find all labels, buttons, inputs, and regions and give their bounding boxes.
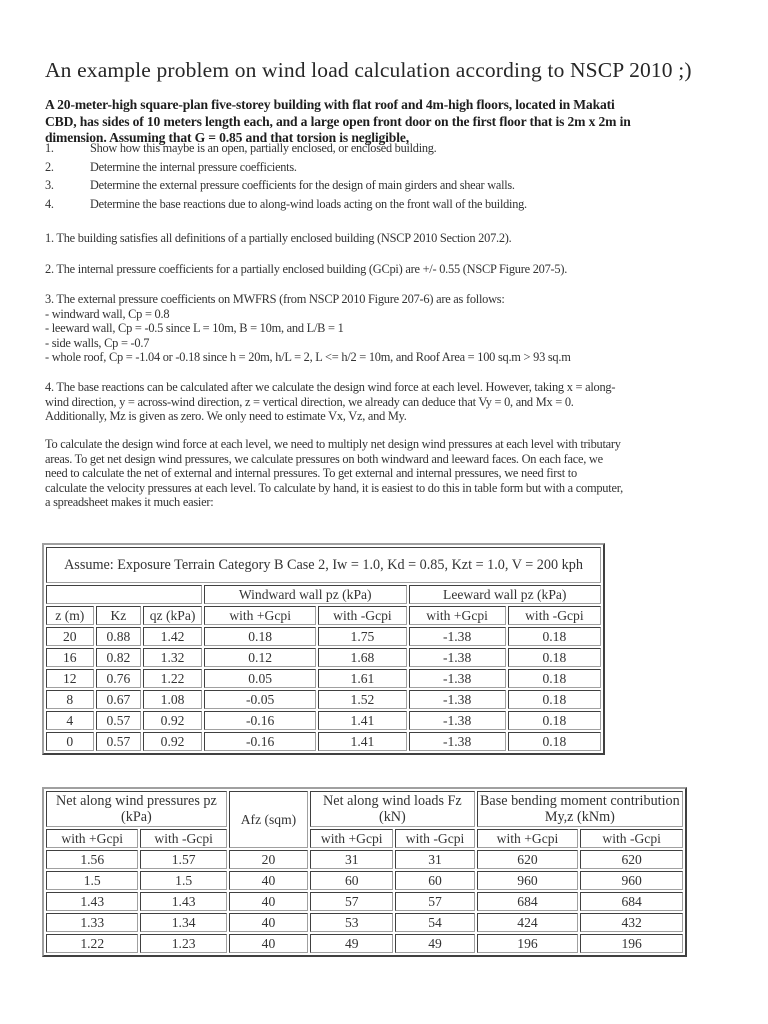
column-header: with +Gcpi	[477, 829, 579, 848]
cell: 0.92	[143, 711, 202, 730]
answer-3-line: - whole roof, Cp = -1.04 or -0.18 since h = 20m, h/L = 2, L <= h/2 = 10m, and Roof Area = 100 sq.m > 93 sq.m	[45, 350, 571, 365]
cell: 1.56	[46, 850, 138, 869]
cell: 1.41	[318, 711, 406, 730]
cell: 0.18	[508, 690, 601, 709]
cell: -1.38	[409, 648, 506, 667]
empty-header-cell	[46, 585, 202, 604]
windward-header: Windward wall pz (kPa)	[204, 585, 407, 604]
moment-header: Base bending moment contribution My,z (kNm)	[477, 791, 683, 827]
task-number: 2.	[45, 159, 54, 174]
cell: 60	[395, 871, 474, 890]
task-text: Determine the base reactions due to along-wind loads acting on the front wall of the building.	[90, 196, 527, 211]
cell: 1.08	[143, 690, 202, 709]
cell: 1.42	[143, 627, 202, 646]
cell: 620	[580, 850, 683, 869]
cell: 40	[229, 892, 308, 911]
answer-2	[45, 262, 735, 277]
cell: 1.68	[318, 648, 406, 667]
velocity-pressure-table	[42, 543, 605, 755]
cell: 0.05	[204, 669, 316, 688]
column-header: with -Gcpi	[140, 829, 226, 848]
cell: 0.82	[96, 648, 142, 667]
method-paragraph	[45, 437, 735, 510]
method-line: areas. To get net design wind pressures, we calculate pressures on both windward and leeward faces. On each face, we	[45, 451, 603, 466]
cell: 0.92	[143, 732, 202, 751]
task-item	[45, 176, 735, 195]
answer-1-text: 1. The building satisfies all definitions of a partially enclosed building (NSCP 2010 Section 207.2).	[45, 231, 512, 245]
column-header: with -Gcpi	[508, 606, 601, 625]
cell: 31	[395, 850, 474, 869]
table-row	[46, 669, 601, 688]
answer-3	[45, 292, 735, 365]
method-line: To calculate the design wind force at each level, we need to multiply net design wind pressures at each level with tributary	[45, 437, 621, 451]
table-row	[46, 690, 601, 709]
task-text: Determine the internal pressure coefficients.	[90, 159, 297, 174]
cell: 1.32	[143, 648, 202, 667]
wind-loads-table	[42, 787, 687, 957]
cell: 432	[580, 913, 683, 932]
cell: 4	[46, 711, 94, 730]
answer-3-line: 3. The external pressure coefficients on MWFRS (from NSCP 2010 Figure 207-6) are as follows:	[45, 292, 505, 306]
cell: 57	[310, 892, 393, 911]
cell: 620	[477, 850, 579, 869]
cell: 1.22	[46, 934, 138, 953]
problem-line: CBD, has sides of 10 meters length each, and a large open front door on the first floor that is 2m x 2m in	[45, 113, 631, 129]
method-line: calculate the velocity pressures at each level. To calculate by hand, it is easiest to do this in table form but with a computer,	[45, 480, 623, 495]
table-column-header-row	[46, 606, 601, 625]
cell: 0.57	[96, 711, 142, 730]
leeward-header: Leeward wall pz (kPa)	[409, 585, 602, 604]
answer-2-text: 2. The internal pressure coefficients for a partially enclosed building (GCpi) are +/- 0.55 (NSCP Figure 207-5).	[45, 262, 568, 276]
method-line: need to calculate the net of external and internal pressures. To get external and internal pressures, we need first to	[45, 466, 577, 481]
task-number: 4.	[45, 196, 54, 211]
cell: 1.75	[318, 627, 406, 646]
task-number: 3.	[45, 178, 54, 192]
problem-line: A 20-meter-high square-plan five-storey building with flat roof and 4m-high floors, located in Makati	[45, 97, 615, 112]
table-row	[46, 913, 683, 932]
task-item	[45, 139, 735, 158]
cell: 0.57	[96, 732, 142, 751]
table-row	[46, 850, 683, 869]
cell: 20	[46, 627, 94, 646]
cell: 31	[310, 850, 393, 869]
column-header: z (m)	[46, 606, 94, 625]
cell: 20	[229, 850, 308, 869]
method-line: a spreadsheet makes it much easier:	[45, 495, 214, 510]
table-column-header-row	[46, 829, 683, 848]
cell: 0.67	[96, 690, 142, 709]
cell: 0.88	[96, 627, 142, 646]
answer-3-line: - leeward wall, Cp = -0.5 since L = 10m, B = 10m, and L/B = 1	[45, 321, 344, 336]
cell: 1.57	[140, 850, 226, 869]
cell: -0.16	[204, 732, 316, 751]
cell: 0.18	[508, 627, 601, 646]
cell: -1.38	[409, 690, 506, 709]
table-row	[46, 648, 601, 667]
net-pressures-header: Net along wind pressures pz (kPa)	[46, 791, 227, 827]
table-row	[46, 892, 683, 911]
column-header: with +Gcpi	[310, 829, 393, 848]
answer-4-line: Additionally, Mz is given as zero. We only need to estimate Vx, Vz, and My.	[45, 409, 407, 424]
cell: 1.41	[318, 732, 406, 751]
cell: -1.38	[409, 711, 506, 730]
cell: 12	[46, 669, 94, 688]
cell: 0.12	[204, 648, 316, 667]
cell: 1.52	[318, 690, 406, 709]
column-header: with +Gcpi	[46, 829, 138, 848]
cell: -0.16	[204, 711, 316, 730]
cell: 0.18	[508, 648, 601, 667]
task-item	[45, 195, 735, 214]
cell: 49	[395, 934, 474, 953]
task-text: Determine the external pressure coefficients for the design of main girders and shear walls.	[90, 178, 515, 192]
table-row	[46, 871, 683, 890]
cell: 1.43	[46, 892, 138, 911]
task-list	[45, 139, 735, 213]
document-title: An example problem on wind load calculation according to NSCP 2010 ;)	[45, 58, 692, 82]
answer-4-line: 4. The base reactions can be calculated after we calculate the design wind force at each level. However, taking x = along-	[45, 380, 616, 394]
cell: -1.38	[409, 732, 506, 751]
column-header: with +Gcpi	[204, 606, 316, 625]
cell: 1.43	[140, 892, 226, 911]
cell: 0.18	[508, 669, 601, 688]
cell: 196	[477, 934, 579, 953]
cell: 1.33	[46, 913, 138, 932]
task-text: Show how this maybe is an open, partially enclosed, or enclosed building.	[90, 141, 437, 155]
table-group-header-row	[46, 585, 601, 604]
column-header: with -Gcpi	[395, 829, 474, 848]
cell: 0.18	[508, 711, 601, 730]
cell: 684	[580, 892, 683, 911]
answer-4-line: wind direction, y = across-wind direction, z = vertical direction, we already can deduce that Vy = 0, and Mx = 0.	[45, 394, 574, 409]
cell: 196	[580, 934, 683, 953]
table-row	[46, 711, 601, 730]
answer-4	[45, 380, 735, 424]
cell: 0	[46, 732, 94, 751]
cell: 53	[310, 913, 393, 932]
cell: 54	[395, 913, 474, 932]
table-caption-row	[46, 547, 601, 583]
cell: 1.22	[143, 669, 202, 688]
cell: 49	[310, 934, 393, 953]
cell: 0.18	[204, 627, 316, 646]
column-header: qz (kPa)	[143, 606, 202, 625]
table-row	[46, 934, 683, 953]
task-number: 1.	[45, 141, 54, 155]
task-item	[45, 158, 735, 177]
cell: 40	[229, 913, 308, 932]
cell: 1.34	[140, 913, 226, 932]
cell: 424	[477, 913, 579, 932]
answer-1	[45, 231, 735, 246]
assumptions-cell: Assume: Exposure Terrain Category B Case 2, Iw = 1.0, Kd = 0.85, Kzt = 1.0, V = 200 kph	[46, 547, 601, 583]
table-row	[46, 732, 601, 751]
answer-3-line: - windward wall, Cp = 0.8	[45, 306, 170, 321]
cell: 40	[229, 871, 308, 890]
cell: 57	[395, 892, 474, 911]
cell: 0.18	[508, 732, 601, 751]
cell: 16	[46, 648, 94, 667]
column-header: with -Gcpi	[318, 606, 406, 625]
column-header: with +Gcpi	[409, 606, 506, 625]
column-header: Kz	[96, 606, 142, 625]
cell: -1.38	[409, 627, 506, 646]
cell: -0.05	[204, 690, 316, 709]
net-loads-header: Net along wind loads Fz (kN)	[310, 791, 475, 827]
cell: 1.5	[140, 871, 226, 890]
problem-line: dimension. Assuming that G = 0.85 and that torsion is negligible,	[45, 130, 409, 145]
cell: 1.61	[318, 669, 406, 688]
column-header: with -Gcpi	[580, 829, 683, 848]
cell: 8	[46, 690, 94, 709]
table-group-header-row	[46, 791, 683, 827]
cell: 1.23	[140, 934, 226, 953]
cell: 684	[477, 892, 579, 911]
cell: 960	[580, 871, 683, 890]
cell: 960	[477, 871, 579, 890]
cell: 1.5	[46, 871, 138, 890]
cell: 0.76	[96, 669, 142, 688]
cell: 60	[310, 871, 393, 890]
cell: -1.38	[409, 669, 506, 688]
cell: 40	[229, 934, 308, 953]
afz-header: Afz (sqm)	[229, 791, 308, 848]
answer-3-line: - side walls, Cp = -0.7	[45, 335, 150, 350]
table-row	[46, 627, 601, 646]
